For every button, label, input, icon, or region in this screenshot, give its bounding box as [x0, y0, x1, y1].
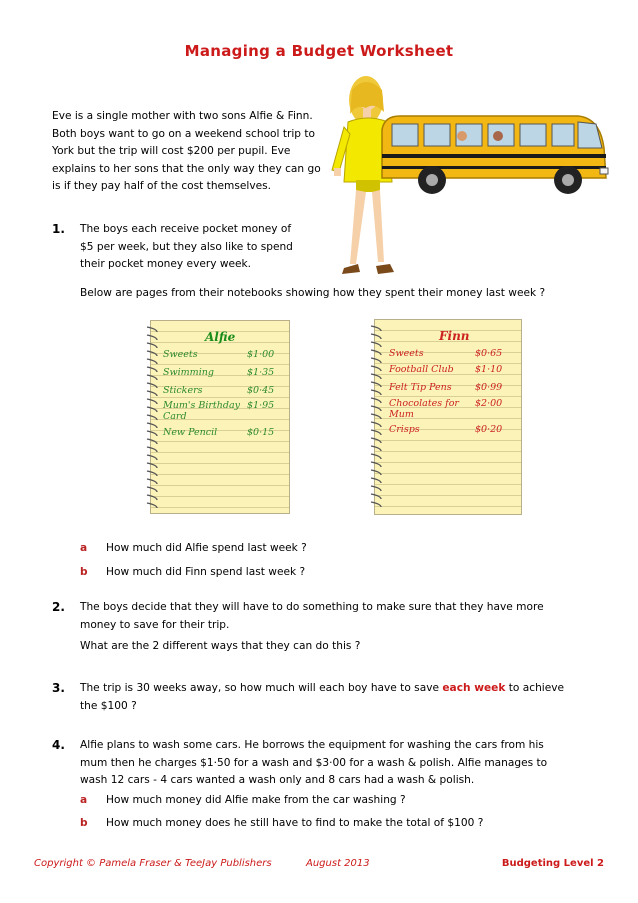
question-1b-label: b — [80, 566, 88, 578]
question-1-below-text: Below are pages from their notebooks showing how they spent their money last week ? — [80, 287, 546, 299]
footer-level: Budgeting Level 2 — [501, 858, 604, 869]
intro-line: is if they pay half of the cost themselves. — [52, 180, 272, 192]
question-1-text — [80, 221, 330, 274]
question-2-line: The boys decide that they will have to do something to make sure that they have more — [80, 601, 544, 613]
question-3-pre: The trip is 30 weeks away, so how much will each boy have to save — [80, 682, 443, 694]
alfie-item-value: $1·95 — [247, 400, 275, 411]
alfie-item-value: $1·35 — [247, 367, 275, 378]
alfie-item-value: $1·00 — [247, 349, 275, 360]
question-4-text — [80, 737, 600, 790]
question-3-number: 3. — [52, 681, 65, 695]
question-4-number: 4. — [52, 738, 65, 752]
finn-item-value: $0·20 — [475, 424, 503, 435]
footer-copyright: Copyright © Pamela Fraser & TeeJay Publishers — [34, 858, 272, 869]
intro-line: York but the trip will cost $200 per pupil. Eve — [52, 145, 291, 157]
alfie-item-label: Swimming — [163, 367, 214, 378]
school-bus-illustration — [378, 108, 610, 200]
question-1a-label: a — [80, 542, 88, 554]
finn-item-label: Felt Tip Pens — [389, 382, 452, 393]
finn-notebook — [374, 319, 522, 515]
alfie-item-value: $0·15 — [247, 427, 275, 438]
question-4b-text: How much money does he still have to find to make the total of $100 ? — [106, 817, 484, 829]
intro-paragraph — [52, 108, 327, 196]
alfie-notebook-title: Alfie — [205, 330, 236, 344]
finn-item-label: Crisps — [389, 424, 420, 435]
finn-item-label: Football Club — [389, 364, 454, 375]
finn-item-value: $1·10 — [475, 364, 503, 375]
alfie-notebook — [150, 320, 290, 514]
footer-date: August 2013 — [306, 858, 370, 869]
question-3-line: the $100 ? — [80, 699, 137, 712]
notebook-spiral-icon — [145, 321, 159, 513]
question-3-line — [80, 680, 590, 698]
intro-line: explains to her sons that the only way they can go — [52, 162, 321, 175]
question-2-follow: What are the 2 different ways that they can do this ? — [80, 640, 361, 652]
question-4-line: wash 12 cars - 4 cars wanted a wash only and 8 cars had a wash & polish. — [80, 774, 475, 786]
alfie-item-label: Sweets — [163, 349, 198, 360]
question-1b-text: How much did Finn spend last week ? — [106, 566, 306, 578]
alfie-item-value: $0·45 — [247, 385, 275, 396]
finn-notebook-title: Finn — [439, 329, 470, 343]
alfie-item-label: New Pencil — [163, 427, 218, 438]
question-2-line: money to save for their trip. — [80, 618, 230, 631]
intro-line: Eve is a single mother with two sons Alfie & Finn. — [52, 110, 313, 122]
alfie-item-label: Stickers — [163, 385, 203, 396]
question-2-text — [80, 599, 580, 634]
finn-item-value: $2·00 — [475, 398, 503, 409]
finn-item-value: $0·99 — [475, 382, 503, 393]
question-4a-text: How much money did Alfie make from the car washing ? — [106, 794, 406, 806]
question-1-line: their pocket money every week. — [80, 258, 252, 270]
worksheet-title: Managing a Budget Worksheet — [184, 42, 454, 60]
alfie-item-label: Mum's Birthday Card — [163, 400, 240, 422]
finn-item-label: Chocolates for Mum — [389, 398, 459, 420]
question-3-text — [80, 680, 590, 715]
question-1-number: 1. — [52, 222, 65, 236]
question-4-line: Alfie plans to wash some cars. He borrows the equipment for washing the cars from his — [80, 739, 544, 751]
notebook-spiral-icon — [369, 320, 383, 514]
question-1a-text: How much did Alfie spend last week ? — [106, 542, 307, 554]
finn-item-label: Sweets — [389, 348, 424, 359]
intro-line: Both boys want to go on a weekend school trip to — [52, 127, 316, 140]
question-4b-label: b — [80, 817, 88, 829]
question-3-highlight: each week — [442, 682, 506, 694]
question-1-line: The boys each receive pocket money of — [80, 223, 292, 235]
question-4a-label: a — [80, 794, 88, 806]
question-4-line: mum then he charges $1·50 for a wash and $3·00 for a wash & polish. Alfie manages to — [80, 756, 548, 769]
question-3-post: to achieve — [505, 682, 565, 694]
question-1-line: $5 per week, but they also like to spend — [80, 240, 293, 253]
finn-item-value: $0·65 — [475, 348, 503, 359]
question-2-number: 2. — [52, 600, 65, 614]
